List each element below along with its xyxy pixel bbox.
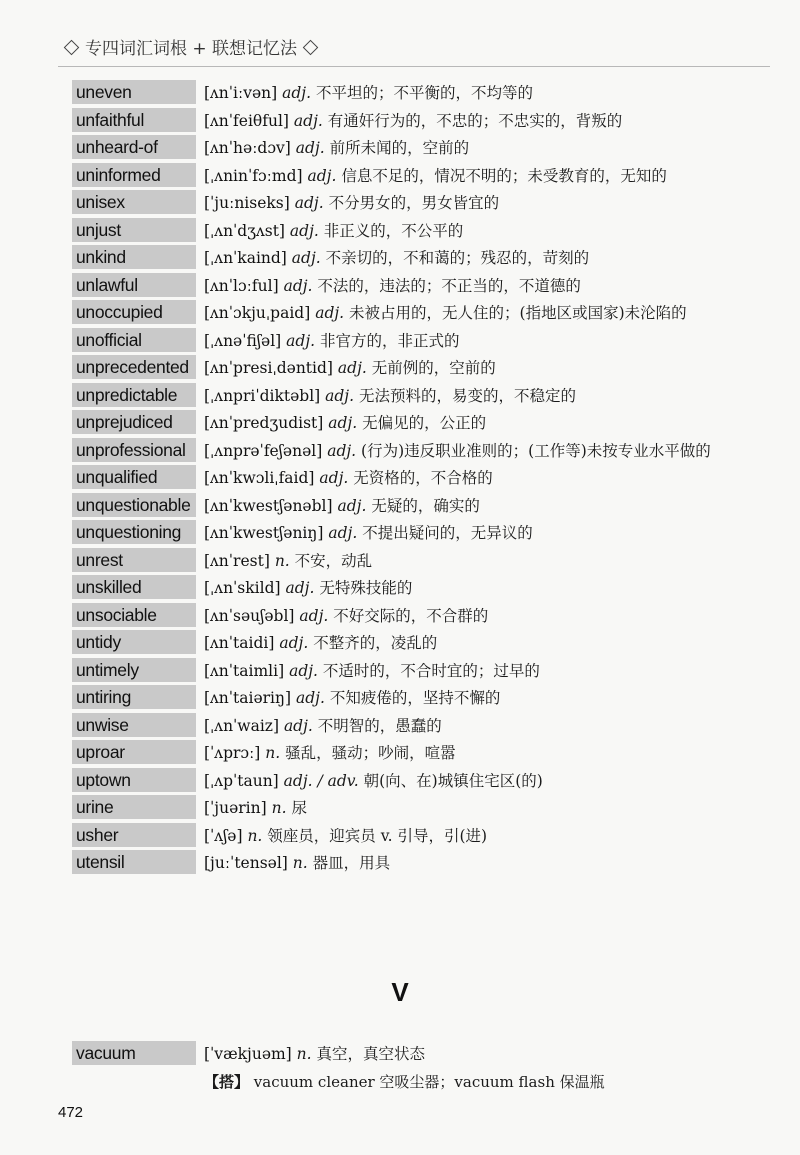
entry-pos: adj.	[327, 441, 357, 460]
entry-word: usher	[72, 823, 196, 847]
entry-word: unofficial	[72, 328, 196, 352]
entry-meaning: 尿	[291, 799, 307, 817]
v-section	[72, 1041, 712, 1095]
entry-meaning: 器皿，用具	[312, 854, 391, 872]
entry-pos: adj.	[315, 304, 345, 322]
entry-word: unrest	[72, 548, 196, 572]
entry-word: untiring	[72, 685, 196, 709]
letter-heading: V	[391, 977, 409, 1007]
entry-definition	[200, 355, 712, 383]
entry-ipa: [ˌʌpˈtaun]	[204, 771, 279, 790]
entry-pos: n.	[292, 854, 308, 872]
entry-definition	[200, 108, 712, 136]
entry-word: unwise	[72, 713, 196, 737]
entry-pos: adj.	[295, 689, 325, 707]
entry-pos: adj. / adv.	[283, 771, 359, 790]
entry-ipa: [ˌʌnˈkaind]	[204, 249, 287, 267]
entry-ipa: [ʌnˈkwɔliˌfaid]	[204, 469, 315, 487]
entry-word: untidy	[72, 630, 196, 654]
entry-meaning: 无前例的，空前的	[371, 359, 496, 377]
entry-ipa: [juːˈtensəl]	[204, 854, 288, 872]
entry-pos: adj.	[286, 331, 316, 350]
entry-definition	[200, 135, 712, 163]
vocab-entry	[72, 548, 712, 576]
entry-meaning: 非官方的，非正式的	[320, 331, 460, 350]
vocab-entry	[72, 245, 712, 273]
entry-pos: adj.	[289, 221, 319, 240]
entry-word: unqualified	[72, 465, 196, 489]
entry-meaning: 不法的，违法的；不正当的，不道德的	[317, 276, 581, 295]
entry-word: unjust	[72, 218, 196, 242]
entry-ipa: [ʌnˈsəuʃəbl]	[204, 606, 295, 625]
header-title-text: 专四词汇词根 + 联想记忆法	[85, 39, 298, 59]
entry-word: unquestionable	[72, 493, 196, 517]
entry-ipa: [ʌnˈrest]	[204, 551, 270, 570]
entry-ipa: [ʌnˈkwestʃənəbl]	[204, 496, 333, 515]
entry-ipa: [ʌnˈpredʒudist]	[204, 414, 324, 432]
entry-word: unlawful	[72, 273, 196, 297]
entry-word: uproar	[72, 740, 196, 764]
vocab-entry	[72, 1041, 712, 1069]
entry-definition	[200, 80, 712, 108]
entry-definition	[200, 493, 712, 521]
entry-pos: adj.	[307, 166, 337, 185]
vocab-entry	[72, 658, 712, 686]
entry-word: uptown	[72, 768, 196, 792]
collocation-text: vacuum cleaner 空吸尘器；vacuum flash 保温瓶	[253, 1072, 605, 1091]
vocab-entry	[72, 850, 712, 878]
entry-definition	[200, 273, 712, 301]
entry-pos: adj.	[285, 579, 315, 597]
entry-meaning: 不安，动乱	[294, 551, 373, 570]
entry-definition	[200, 823, 712, 851]
entry-pos: n.	[265, 744, 281, 762]
entry-pos: adj.	[319, 469, 349, 487]
entry-pos: adj.	[337, 359, 367, 377]
vocab-entry	[72, 520, 712, 548]
entry-ipa: [ʌnˈɔkjuˌpaid]	[204, 304, 311, 322]
entry-meaning: 不整齐的，凌乱的	[313, 634, 438, 652]
entry-pos: adj.	[328, 524, 358, 542]
entry-word: uninformed	[72, 163, 196, 187]
entry-definition	[200, 603, 712, 631]
entry-word: unpredictable	[72, 383, 196, 407]
entry-word: unfaithful	[72, 108, 196, 132]
entry-word: vacuum	[72, 1041, 196, 1065]
entry-meaning: 无资格的，不合格的	[353, 469, 493, 487]
vocab-entry	[72, 713, 712, 741]
entry-pos: adj.	[295, 139, 325, 157]
entry-definition	[200, 795, 712, 823]
entry-meaning: 不知疲倦的，坚持不懈的	[329, 689, 501, 707]
entry-ipa: [ˌʌnˈskild]	[204, 579, 281, 597]
vocab-entry	[72, 823, 712, 851]
entry-word: utensil	[72, 850, 196, 874]
entry-meaning: 未被占用的，无人住的；(指地区或国家)未沦陷的	[349, 304, 687, 322]
entry-ipa: [ˌʌnˈdʒʌst]	[204, 221, 285, 240]
entry-pos: adj.	[282, 84, 312, 102]
vocab-entry	[72, 740, 712, 768]
entry-definition	[200, 575, 712, 603]
vocabulary-list	[72, 80, 712, 878]
entry-word: unheard-of	[72, 135, 196, 159]
page-header	[58, 30, 770, 67]
entry-word: uneven	[72, 80, 196, 104]
entry-definition	[200, 410, 712, 438]
entry-pos: n.	[271, 799, 287, 817]
entry-ipa: [ˈjuərin]	[204, 799, 267, 817]
entry-ipa: [ˌʌninˈfɔːmd]	[204, 166, 303, 185]
entry-meaning: 骚乱，骚动；吵闹，喧嚣	[285, 744, 456, 762]
entry-pos: adj.	[291, 249, 321, 267]
entry-pos: adj.	[283, 276, 313, 295]
diamond-icon	[303, 40, 319, 56]
entry-ipa: [ʌnˈtaiəriŋ]	[204, 689, 292, 707]
vocab-entry	[72, 768, 712, 796]
page-number: 472	[58, 1104, 84, 1121]
collocation-line	[200, 1069, 712, 1095]
vocab-entry	[72, 795, 712, 823]
entry-definition	[200, 850, 712, 878]
vocab-entry	[72, 575, 712, 603]
entry-meaning: 不亲切的，不和蔼的；残忍的，苛刻的	[325, 249, 590, 267]
entry-definition	[200, 438, 712, 466]
entry-pos: adj.	[299, 606, 329, 625]
entry-meaning: (行为)违反职业准则的；(工作等)未按专业水平做的	[361, 441, 711, 460]
header-title	[58, 34, 324, 59]
entry-word: unquestioning	[72, 520, 196, 544]
entry-meaning: 朝(向、在)城镇住宅区(的)	[363, 771, 543, 790]
vocab-entry	[72, 80, 712, 108]
entry-meaning: 真空，真空状态	[316, 1045, 426, 1063]
entry-word: unprofessional	[72, 438, 196, 462]
entry-definition	[200, 163, 712, 191]
entry-ipa: [ʌnˈkwestʃəniŋ]	[204, 524, 324, 542]
entry-word: unprecedented	[72, 355, 196, 379]
vocab-entry	[72, 685, 712, 713]
entry-definition	[200, 630, 712, 658]
entry-meaning: 不明智的，愚蠢的	[317, 716, 442, 735]
entry-ipa: [ˌʌnˈwaiz]	[204, 716, 279, 735]
entry-definition	[200, 548, 712, 576]
entry-word: unskilled	[72, 575, 196, 599]
vocab-entry	[72, 493, 712, 521]
entry-pos: adj.	[325, 386, 355, 405]
entry-word: unsociable	[72, 603, 196, 627]
entry-pos: n.	[274, 551, 290, 570]
entry-ipa: [ʌnˈtaidi]	[204, 634, 275, 652]
entry-ipa: [ˈvækjuəm]	[204, 1045, 292, 1063]
vocab-entry	[72, 328, 712, 356]
entry-definition	[200, 328, 712, 356]
entry-meaning: 无偏见的，公正的	[362, 414, 487, 432]
entry-pos: n.	[247, 826, 263, 845]
entry-ipa: [ˌʌnpriˈdiktəbl]	[204, 386, 321, 405]
entry-ipa: [ˈʌprɔː]	[204, 744, 261, 762]
entry-meaning: 信息不足的，情况不明的；未受教育的，无知的	[341, 166, 667, 185]
entry-pos: n.	[296, 1045, 312, 1063]
entry-meaning: 不适时的，不合时宜的；过早的	[322, 661, 540, 680]
vocab-entry	[72, 465, 712, 493]
entry-meaning: 不平坦的；不平衡的，不均等的	[315, 84, 533, 102]
entry-definition	[200, 685, 712, 713]
entry-pos: adj.	[293, 111, 323, 130]
entry-meaning: 无特殊技能的	[319, 579, 413, 597]
vocab-entry	[72, 438, 712, 466]
collocation-tag: 【搭】	[204, 1072, 250, 1091]
entry-meaning: 无疑的，确实的	[371, 496, 480, 515]
entry-definition	[200, 658, 712, 686]
entry-definition	[200, 740, 712, 768]
vocab-entry	[72, 135, 712, 163]
vocab-entry	[72, 108, 712, 136]
entry-pos: adj.	[337, 496, 367, 515]
entry-pos: adj.	[328, 414, 358, 432]
entry-meaning: 无法预料的，易变的，不稳定的	[358, 386, 576, 405]
entry-ipa: [ʌnˈhəːdɔv]	[204, 139, 291, 157]
vocab-entry	[72, 630, 712, 658]
entry-meaning: 不提出疑问的，无异议的	[362, 524, 533, 542]
entry-meaning: 不分男女的，男女皆宜的	[328, 194, 500, 212]
entry-ipa: [ˌʌnprəˈfeʃənəl]	[204, 441, 323, 460]
entry-meaning: 不好交际的，不合群的	[333, 606, 489, 625]
entry-pos: adj.	[283, 716, 313, 735]
entry-ipa: [ʌnˈlɔːful]	[204, 276, 279, 295]
vocab-entry	[72, 300, 712, 328]
entry-definition	[200, 1041, 712, 1069]
entry-definition	[200, 300, 712, 328]
entry-ipa: [ʌnˈtaimli]	[204, 661, 285, 680]
entry-definition	[200, 465, 712, 493]
entry-meaning: 有通奸行为的，不忠的；不忠实的，背叛的	[327, 111, 623, 130]
vocab-entry	[72, 603, 712, 631]
vocab-entry	[72, 383, 712, 411]
entry-ipa: [ˌʌnəˈfiʃəl]	[204, 331, 282, 350]
entry-pos: adj.	[279, 634, 309, 652]
entry-ipa: [ʌnˈiːvən]	[204, 84, 278, 102]
entry-pos: adj.	[294, 194, 324, 212]
entry-definition	[200, 190, 712, 218]
vocab-entry	[72, 163, 712, 191]
entry-word: unkind	[72, 245, 196, 269]
entry-meaning: 非正义的，不公平的	[323, 221, 464, 240]
vocab-entry	[72, 355, 712, 383]
entry-definition	[200, 218, 712, 246]
entry-pos: adj.	[289, 661, 318, 680]
entry-meaning: 前所未闻的，空前的	[329, 139, 470, 157]
vocab-entry	[72, 218, 712, 246]
entry-word: urine	[72, 795, 196, 819]
entry-word: unisex	[72, 190, 196, 214]
vocab-entry	[72, 410, 712, 438]
entry-ipa: [ʌnˈpresiˌdəntid]	[204, 359, 333, 377]
entry-word: unoccupied	[72, 300, 196, 324]
entry-definition	[200, 768, 712, 796]
diamond-icon	[64, 40, 80, 56]
entry-definition	[200, 713, 712, 741]
entry-meaning: 领座员，迎宾员 v. 引导，引(进)	[267, 826, 488, 845]
entry-definition	[200, 245, 712, 273]
entry-ipa: [ʌnˈfeiθful]	[204, 111, 289, 130]
entry-definition	[200, 520, 712, 548]
entry-ipa: [ˈʌʃə]	[204, 826, 243, 845]
entry-word: untimely	[72, 658, 196, 682]
vocab-entry	[72, 190, 712, 218]
vocab-entry	[72, 273, 712, 301]
entry-ipa: [ˈjuːniseks]	[204, 194, 290, 212]
entry-definition	[200, 383, 712, 411]
entry-word: unprejudiced	[72, 410, 196, 434]
